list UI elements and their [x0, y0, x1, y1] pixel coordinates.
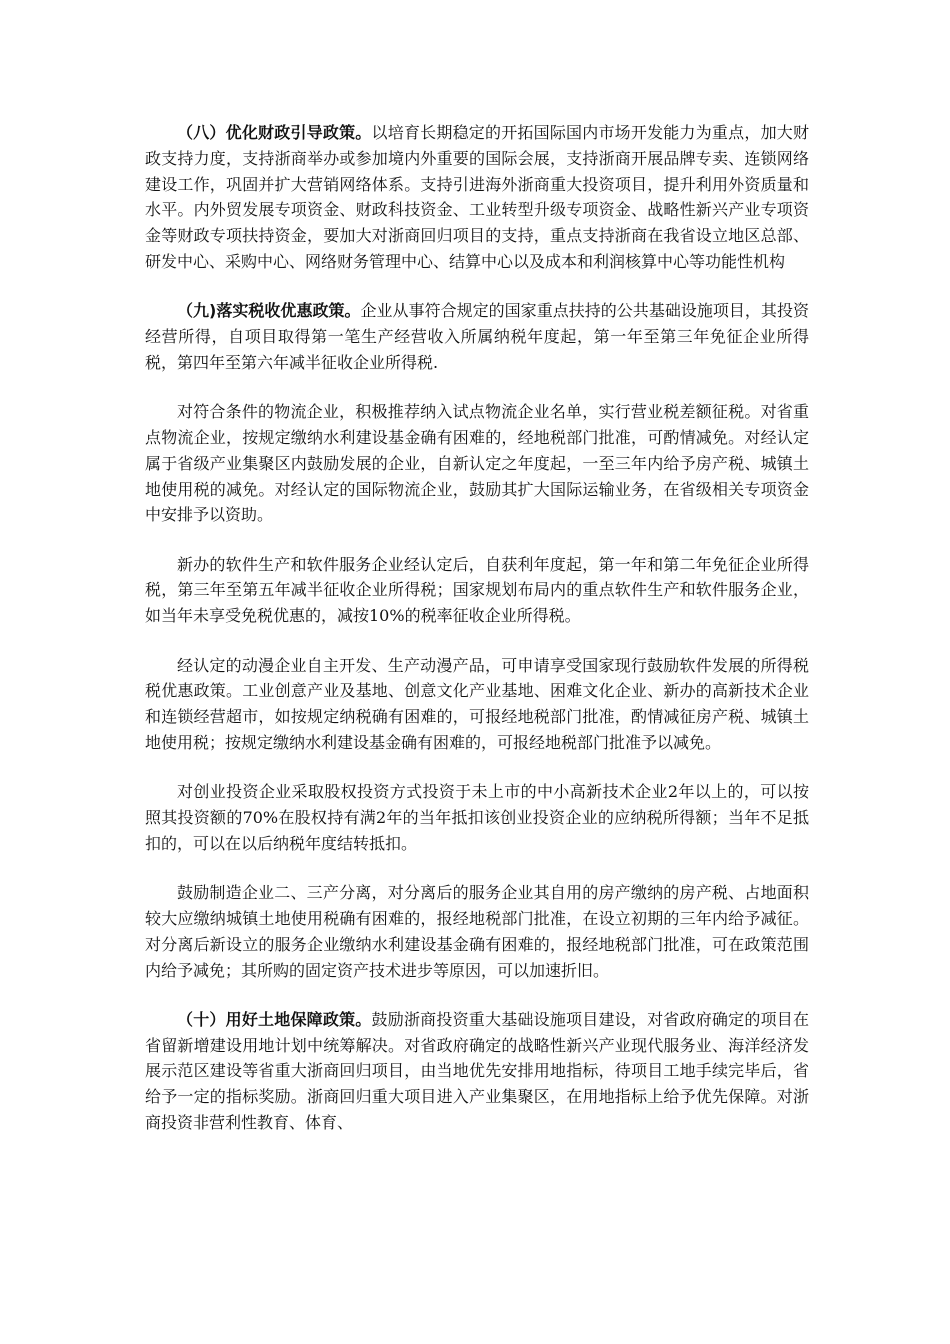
- paragraph-section-10: [145, 1007, 809, 1136]
- document-body: [145, 120, 809, 1159]
- paragraph-text: 以培育长期稳定的开拓国际国内市场开发能力为重点，加大财政支持力度，支持浙商举办或参加境内外重要的国际会展，支持浙商开展品牌专卖、连锁网络建设工作，巩固并扩大营销网络体系。支持引进海外浙商重大投资项目，提升利用外资质量和水平。内外贸发展专项资金、财政科技资金、工业转型升级专项资金、战略性新兴产业专项资金等财政专项扶持资金，要加大对浙商回归项目的支持，重点支持浙商在我省设立地区总部、研发中心、采购中心、网络财务管理中心、结算中心以及成本和利润核算中心等功能性机构: [145, 123, 809, 271]
- paragraph-animation: [145, 653, 809, 756]
- paragraph-section-8: [145, 120, 809, 275]
- paragraph-manufacturing: [145, 880, 809, 983]
- paragraph-text: 对符合条件的物流企业，积极推荐纳入试点物流企业名单，实行营业税差额征税。对省重点物流企业，按规定缴纳水利建设基金确有困难的，经地税部门批准，可酌情减免。对经认定属于省级产业集聚区内鼓励发展的企业，自新认定之年度起，一至三年内给予房产税、城镇土地使用税的减免。对经认定的国际物流企业，鼓励其扩大国际运输业务，在省级相关专项资金中安排予以资助。: [145, 402, 809, 525]
- paragraph-section-9: [145, 298, 809, 375]
- paragraph-text: 鼓励浙商投资重大基础设施项目建设，对省政府确定的项目在省留新增建设用地计划中统筹解决。对省政府确定的战略性新兴产业现代服务业、海洋经济发展示范区建设等省重大浙商回归项目，由当地优先安排用地指标，待项目工地手续完毕后，省给予一定的指标奖励。浙商回归重大项目进入产业集聚区，在用地指标上给予优先保障。对浙商投资非营利性教育、体育、: [145, 1009, 809, 1132]
- paragraph-text: 新办的软件生产和软件服务企业经认定后，自获利年度起，第一年和第二年免征企业所得税，第三年至第五年减半征收企业所得税；国家规划布局内的重点软件生产和软件服务企业，如当年未享受免税优惠的，减按10%的税率征收企业所得税。: [145, 554, 809, 626]
- paragraph-heading: （八）优化财政引导政策。: [177, 123, 372, 142]
- paragraph-heading: （十）用好土地保障政策。: [177, 1009, 372, 1029]
- paragraph-logistics: [145, 399, 809, 528]
- paragraph-text: 对创业投资企业采取股权投资方式投资于未上市的中小高新技术企业2年以上的，可以按照其投资额的70%在股权持有满2年的当年抵扣该创业投资企业的应纳税所得额；当年不足抵扣的，可以在以后纳税年度结转抵扣。: [145, 782, 809, 853]
- paragraph-venture-capital: [145, 779, 809, 856]
- paragraph-software: [145, 552, 809, 629]
- paragraph-text: 经认定的动漫企业自主开发、生产动漫产品，可申请享受国家现行鼓励软件发展的所得税税优惠政策。工业创意产业及基地、创意文化产业基地、困难文化企业、新办的高新技术企业和连锁经营超市，如按规定纳税确有困难的，可报经地税部门批准，酌情减征房产税、城镇土地使用税；按规定缴纳水利建设基金确有困难的，可报经地税部门批准予以减免。: [145, 655, 809, 752]
- paragraph-text: 企业从事符合规定的国家重点扶持的公共基础设施项目，其投资经营所得，自项目取得第一笔生产经营收入所属纳税年度起，第一年至第三年免征企业所得税，第四年至第六年减半征收企业所得税.: [145, 301, 809, 372]
- paragraph-text: 鼓励制造企业二、三产分离，对分离后的服务企业其自用的房产缴纳的房产税、占地面积较大应缴纳城镇土地使用税确有困难的，报经地税部门批准，在设立初期的三年内给予减征。对分离后新设立的服务企业缴纳水利建设基金确有困难的，报经地税部门批准，可在政策范围内给予减免；其所购的固定资产技术进步等原因，可以加速折旧。: [145, 883, 809, 980]
- paragraph-heading: （九)落实税收优惠政策。: [177, 301, 361, 321]
